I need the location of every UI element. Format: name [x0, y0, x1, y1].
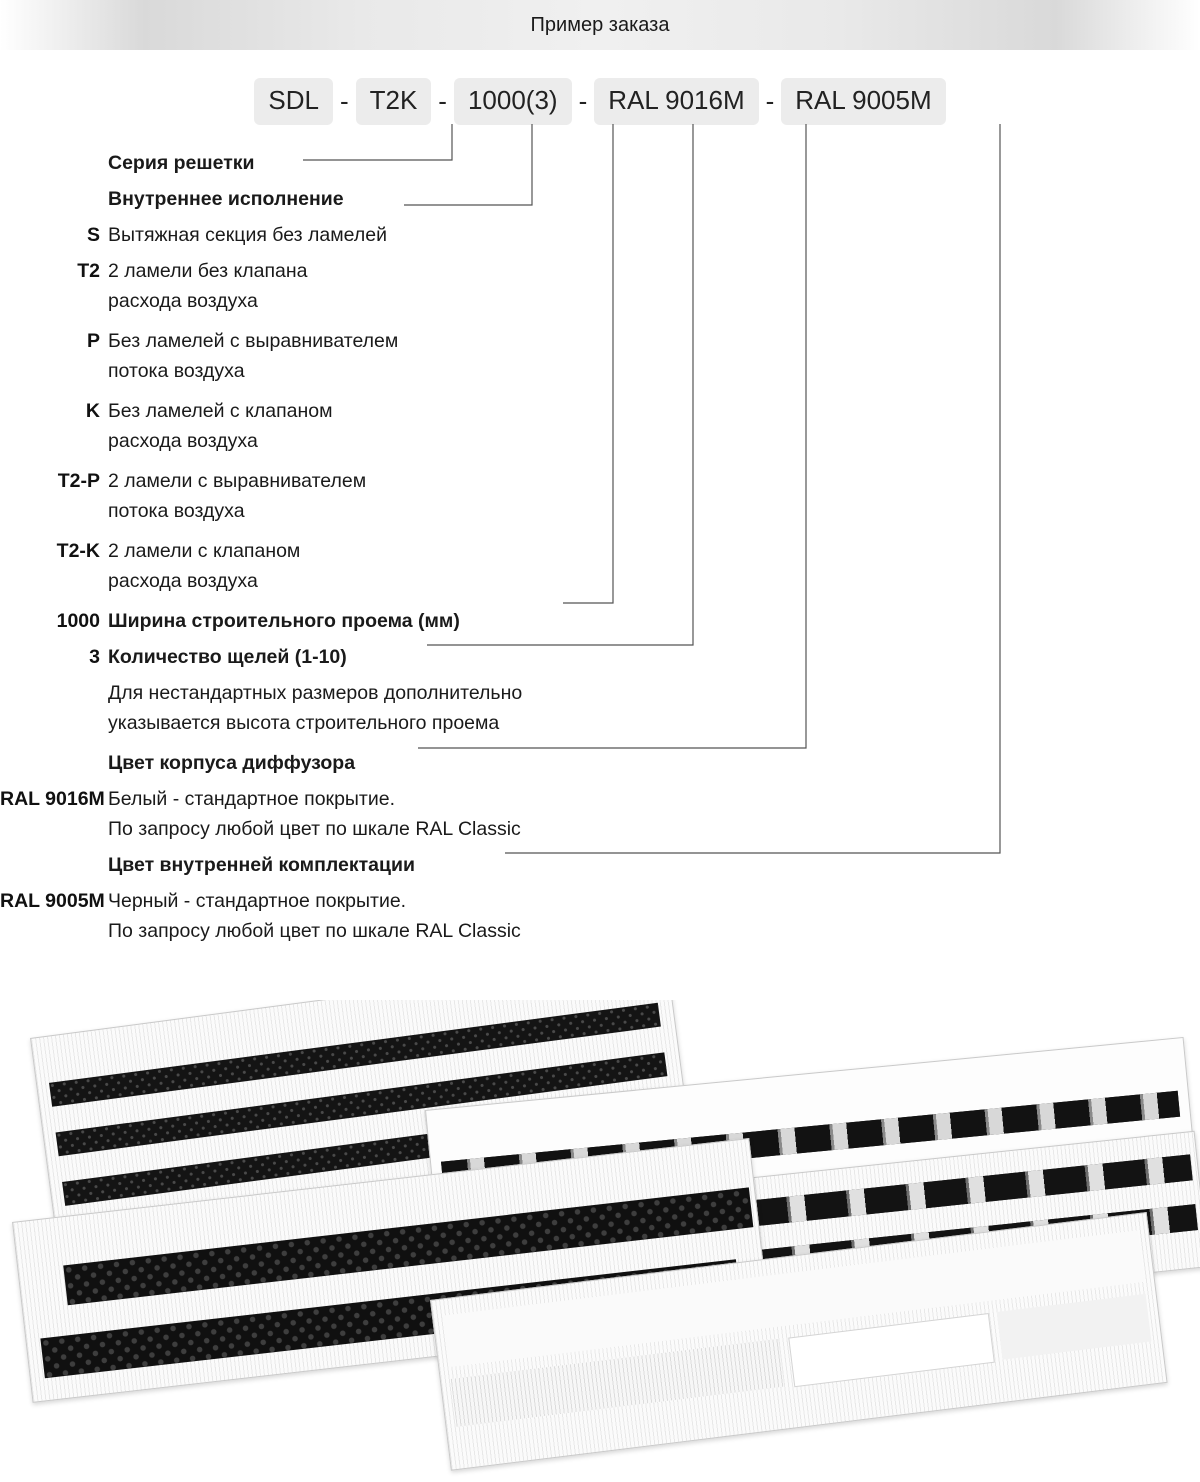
legend-key-line2: 9005M — [45, 890, 105, 912]
legend-key-line1: RAL — [0, 788, 40, 810]
order-code-row — [0, 78, 1200, 125]
legend-value: Цвет внутренней комплектации — [108, 854, 415, 876]
legend-value-line1: Без ламелей с выравнивателем — [108, 330, 399, 352]
legend-row-ral9005m — [0, 886, 1200, 946]
legend-key: S — [86, 224, 100, 246]
legend-key — [0, 784, 108, 814]
legend-value — [108, 536, 300, 596]
legend-row-ral9016m — [0, 784, 1200, 844]
legend-row-body-color — [0, 748, 1200, 778]
legend-key: 1000 — [56, 610, 100, 632]
legend-row-inner-color — [0, 850, 1200, 880]
legend-row-series — [0, 148, 1200, 178]
grille-face-panel — [997, 1294, 1152, 1360]
legend-value — [108, 326, 398, 386]
legend-value-line2: потока воздуха — [108, 500, 245, 522]
legend-value — [108, 678, 522, 738]
legend-value: Цвет корпуса диффузора — [108, 752, 356, 774]
code-separator: - — [438, 86, 447, 116]
legend-row-p — [0, 326, 1200, 386]
legend-key: T2-P — [57, 470, 100, 492]
legend-key-line1: RAL — [0, 890, 40, 912]
page-title: Пример заказа — [530, 14, 670, 36]
legend-key — [0, 886, 108, 916]
legend-value — [108, 396, 333, 456]
legend-value-line1: Черный - стандартное покрытие. — [108, 890, 407, 912]
legend-value-line1: Для нестандартных размеров дополнительно — [108, 682, 523, 704]
product-photo-composition — [0, 1000, 1200, 1482]
legend-value-line1: 2 ламели с выравнивателем — [108, 470, 367, 492]
legend-row-nonstandard — [0, 678, 1200, 738]
code-chip-body-color: RAL 9016M — [594, 78, 758, 125]
legend-value-line2: По запросу любой цвет по шкале RAL Classic — [108, 818, 521, 840]
grille-face-panel — [788, 1313, 995, 1387]
legend-value: Количество щелей (1-10) — [108, 646, 347, 668]
legend-value: Ширина строительного проема (мм) — [108, 610, 460, 632]
legend-key: K — [85, 400, 100, 422]
legend-value — [108, 886, 521, 946]
legend-value-line1: Белый - стандартное покрытие. — [108, 788, 396, 810]
legend-key: T2 — [77, 260, 100, 282]
code-chip-series: SDL — [254, 78, 333, 125]
legend-row-internal — [0, 184, 1200, 214]
code-chip-size: 1000(3) — [454, 78, 572, 125]
legend-value-line2: расхода воздуха — [108, 290, 258, 312]
legend-key: 3 — [89, 646, 100, 668]
legend-row-t2 — [0, 256, 1200, 316]
grille-slot — [49, 1003, 661, 1107]
legend-value — [108, 784, 521, 844]
legend-list — [0, 148, 1200, 946]
legend-value-line2: указывается высота строительного проема — [108, 712, 500, 734]
legend-value: Вытяжная секция без ламелей — [108, 224, 387, 246]
legend-value — [108, 466, 366, 526]
legend-value-line2: расхода воздуха — [108, 570, 258, 592]
legend-row-slots — [0, 642, 1200, 672]
code-separator: - — [339, 86, 349, 116]
legend-value-line1: Без ламелей с клапаном — [108, 400, 333, 422]
legend-row-s — [0, 220, 1200, 250]
legend-key-line2: 9016M — [45, 788, 105, 810]
legend-row-width — [0, 606, 1200, 636]
legend-row-t2k — [0, 536, 1200, 596]
code-separator: - — [765, 86, 775, 116]
legend-value-line2: расхода воздуха — [108, 430, 258, 452]
legend-key: T2-K — [56, 540, 100, 562]
legend-value: Внутреннее исполнение — [108, 188, 344, 210]
legend-value-line1: 2 ламели без клапана — [108, 260, 308, 282]
legend-row-t2p — [0, 466, 1200, 526]
code-chip-inner-color: RAL 9005M — [781, 78, 945, 125]
legend-key: P — [86, 330, 100, 352]
code-chip-internal: T2K — [356, 78, 432, 125]
code-separator: - — [578, 86, 588, 116]
legend-value — [108, 256, 308, 316]
legend-value: Серия решетки — [108, 152, 255, 174]
legend-row-k — [0, 396, 1200, 456]
legend-value-line1: 2 ламели с клапаном — [108, 540, 301, 562]
legend-value-line2: По запросу любой цвет по шкале RAL Classic — [108, 920, 521, 942]
legend-value-line2: потока воздуха — [108, 360, 245, 382]
